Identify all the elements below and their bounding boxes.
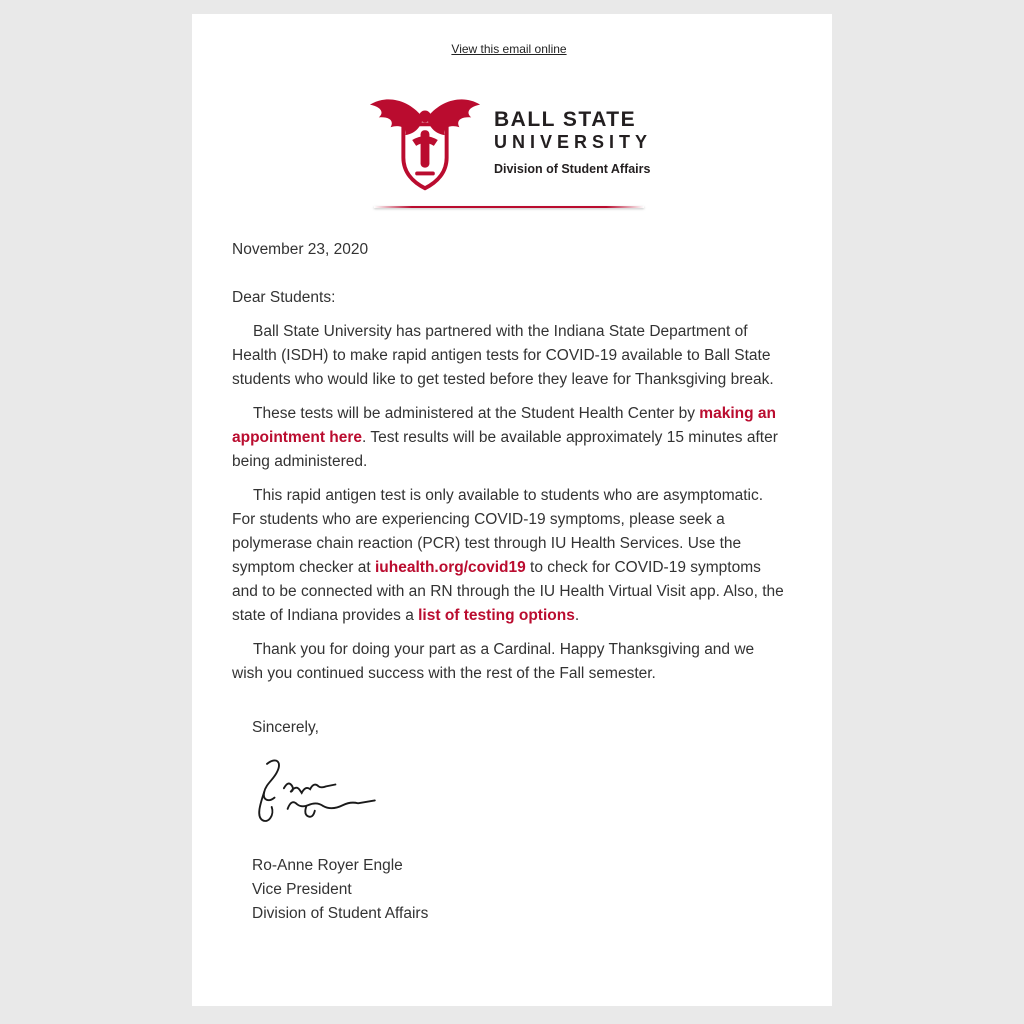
paragraph-3 xyxy=(232,484,786,628)
view-online-row xyxy=(232,40,786,58)
paragraph-2-text-post: . Test results will be available approximately 15 minutes after being administered. xyxy=(232,429,778,471)
closing-word: Sincerely, xyxy=(252,719,319,737)
paragraph-1 xyxy=(232,320,786,392)
email-container xyxy=(192,14,832,1006)
signature-division: Division of Student Affairs xyxy=(252,905,429,923)
red-divider-rule xyxy=(374,206,644,208)
signature-name: Ro-Anne Royer Engle xyxy=(252,857,403,875)
paragraph-3-text-pre: This rapid antigen test is only available to students who are asymptomatic. For students who are experiencing COVID-19 symptoms, please seek a polymerase chain reaction (PCR) test through IU Health Services. Use the symptom checker at xyxy=(232,487,764,577)
letter-body xyxy=(232,238,786,926)
logo-line-university: UNIVERSITY xyxy=(493,132,653,153)
paragraph-3-text-post: . xyxy=(574,607,580,625)
closing-block xyxy=(252,716,786,926)
logo-line-ball-state: BALL STATE xyxy=(493,108,637,132)
ballstate-logo xyxy=(232,92,786,192)
cardinal-emblem-icon xyxy=(366,92,484,192)
signature-name-block xyxy=(252,854,786,926)
logo-wordmark xyxy=(494,108,652,176)
paragraph-2-text-pre: These tests will be administered at the Student Health Center by xyxy=(253,405,700,423)
signature-title: Vice President xyxy=(252,881,352,899)
paragraph-2 xyxy=(232,402,786,474)
logo-line-division: Division of Student Affairs xyxy=(493,161,651,176)
paragraph-3-text-mid: to check for COVID-19 symptoms and to be connected with an RN through the IU Health Virtual Visit app. Also, the state of Indiana provides a xyxy=(232,559,784,625)
letter-date: November 23, 2020 xyxy=(232,241,369,258)
view-email-online-link[interactable]: View this email online xyxy=(451,42,567,56)
paragraph-1-text: Ball State University has partnered with the Indiana State Department of Health (ISDH) to make rapid antigen tests for COVID-19 available to Ball State students who would like to get tested before they leave for Thanksgiving break. xyxy=(232,323,774,389)
handwritten-signature-image xyxy=(252,754,786,838)
testing-options-link[interactable]: list of testing options xyxy=(418,607,575,625)
paragraph-4 xyxy=(232,638,786,686)
letter-salutation: Dear Students: xyxy=(232,289,336,307)
make-appointment-link[interactable]: making an appointment here xyxy=(232,405,776,447)
paragraph-4-text: Thank you for doing your part as a Cardinal. Happy Thanksgiving and we wish you continued success with the rest of the Fall semester. xyxy=(232,641,755,683)
iuhealth-covid19-link[interactable]: iuhealth.org/covid19 xyxy=(375,559,526,577)
